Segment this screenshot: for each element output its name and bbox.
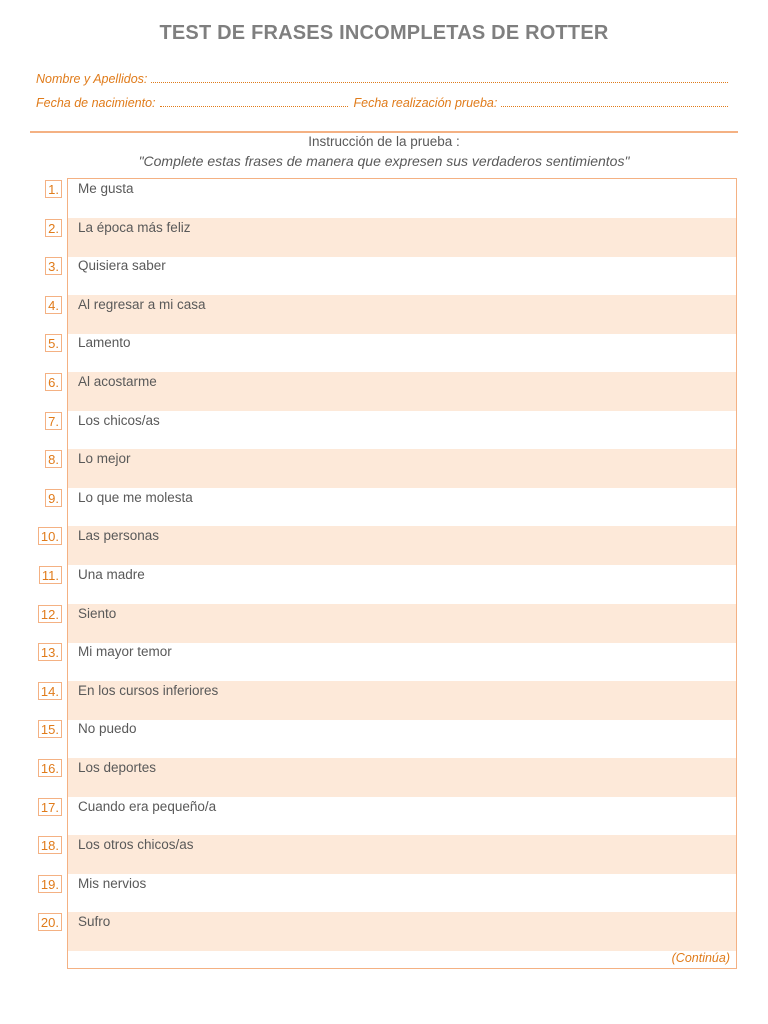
name-fill-line[interactable]: [151, 72, 728, 83]
sentence-row[interactable]: [68, 256, 736, 295]
item-number: 2.: [45, 219, 62, 237]
sentence-stem: Al acostarme: [78, 374, 157, 389]
item-number: 9.: [45, 489, 62, 507]
item-number: 19.: [38, 875, 62, 893]
sentence-row[interactable]: [68, 874, 736, 913]
sentence-stem: Quisiera saber: [78, 258, 166, 274]
instruction-title: Instrucción de la prueba :: [308, 134, 460, 149]
sentence-stem: Lo mejor: [78, 451, 131, 467]
separator-line: [30, 131, 738, 133]
item-number: 5.: [45, 334, 62, 352]
sentence-row[interactable]: [68, 797, 736, 836]
item-number: 18.: [38, 836, 62, 854]
item-number: 3.: [45, 257, 62, 275]
sentence-stem: Cuando era pequeño/a: [78, 798, 217, 814]
sentence-row[interactable]: [68, 719, 736, 758]
item-number: 4.: [45, 296, 62, 314]
sentence-stem: Una madre: [78, 567, 145, 582]
sentence-stem: Mis nervios: [78, 875, 147, 891]
sentence-row[interactable]: [68, 295, 736, 334]
page-title: TEST DE FRASES INCOMPLETAS DE ROTTER: [159, 22, 609, 44]
instruction-text: "Complete estas frases de manera que expresen sus verdaderos sentimientos": [138, 153, 630, 169]
sentence-stem: Sufro: [78, 914, 111, 930]
sentence-row[interactable]: [68, 526, 736, 565]
test-date-label: Fecha realización prueba:: [353, 96, 498, 110]
sentence-row[interactable]: [68, 488, 736, 527]
sentence-stem: En los cursos inferiores: [78, 682, 219, 698]
sentence-stem: Los deportes: [78, 760, 157, 775]
item-number: 10.: [38, 527, 62, 545]
name-field[interactable]: [36, 72, 728, 86]
dates-fields: [36, 96, 728, 110]
sentence-stem: Al regresar a mi casa: [78, 296, 206, 312]
sentence-stem: No puedo: [78, 721, 137, 737]
sentence-row[interactable]: [68, 179, 736, 218]
sentence-row[interactable]: [68, 218, 736, 257]
sentence-row[interactable]: [68, 681, 736, 720]
item-number: 11.: [39, 566, 62, 584]
sentence-row[interactable]: [68, 411, 736, 450]
item-number: 14.: [38, 682, 62, 700]
birth-date-fill-line[interactable]: [160, 96, 348, 107]
test-date-fill-line[interactable]: [501, 96, 728, 107]
sentence-stem: Lo que me molesta: [78, 489, 193, 505]
name-label: Nombre y Apellidos:: [36, 72, 148, 86]
sentence-row[interactable]: [68, 449, 736, 488]
item-number: 1.: [45, 180, 62, 198]
sentence-stem: Siento: [78, 605, 117, 621]
continues-label: (Continúa): [671, 951, 730, 965]
item-number: 8.: [45, 450, 62, 468]
sentence-stem: Lamento: [78, 335, 131, 351]
sentence-row[interactable]: [68, 758, 736, 797]
sentence-row[interactable]: [68, 372, 736, 411]
sentence-row[interactable]: [68, 604, 736, 643]
item-number: 16.: [38, 759, 62, 777]
sentence-stem: La época más feliz: [78, 219, 191, 235]
item-number: 6.: [45, 373, 62, 391]
item-number: 20.: [38, 913, 62, 931]
sentence-stem: Los otros chicos/as: [78, 837, 194, 853]
item-number: 17.: [38, 798, 62, 816]
birth-date-label: Fecha de nacimiento:: [36, 96, 156, 110]
item-number: 15.: [38, 720, 62, 738]
item-number: 7.: [45, 412, 62, 430]
item-number: 12.: [38, 605, 62, 623]
sentence-row[interactable]: [68, 333, 736, 372]
sentence-row[interactable]: [68, 912, 736, 951]
sentence-stem: Me gusta: [78, 181, 134, 196]
sentence-table: [67, 178, 737, 969]
sentence-row[interactable]: [68, 835, 736, 874]
sentence-row[interactable]: [68, 565, 736, 604]
sentence-stem: Las personas: [78, 528, 160, 544]
sentence-stem: Los chicos/as: [78, 412, 160, 428]
sentence-stem: Mi mayor temor: [78, 644, 172, 660]
sentence-row[interactable]: [68, 642, 736, 681]
item-number: 13.: [38, 643, 62, 661]
